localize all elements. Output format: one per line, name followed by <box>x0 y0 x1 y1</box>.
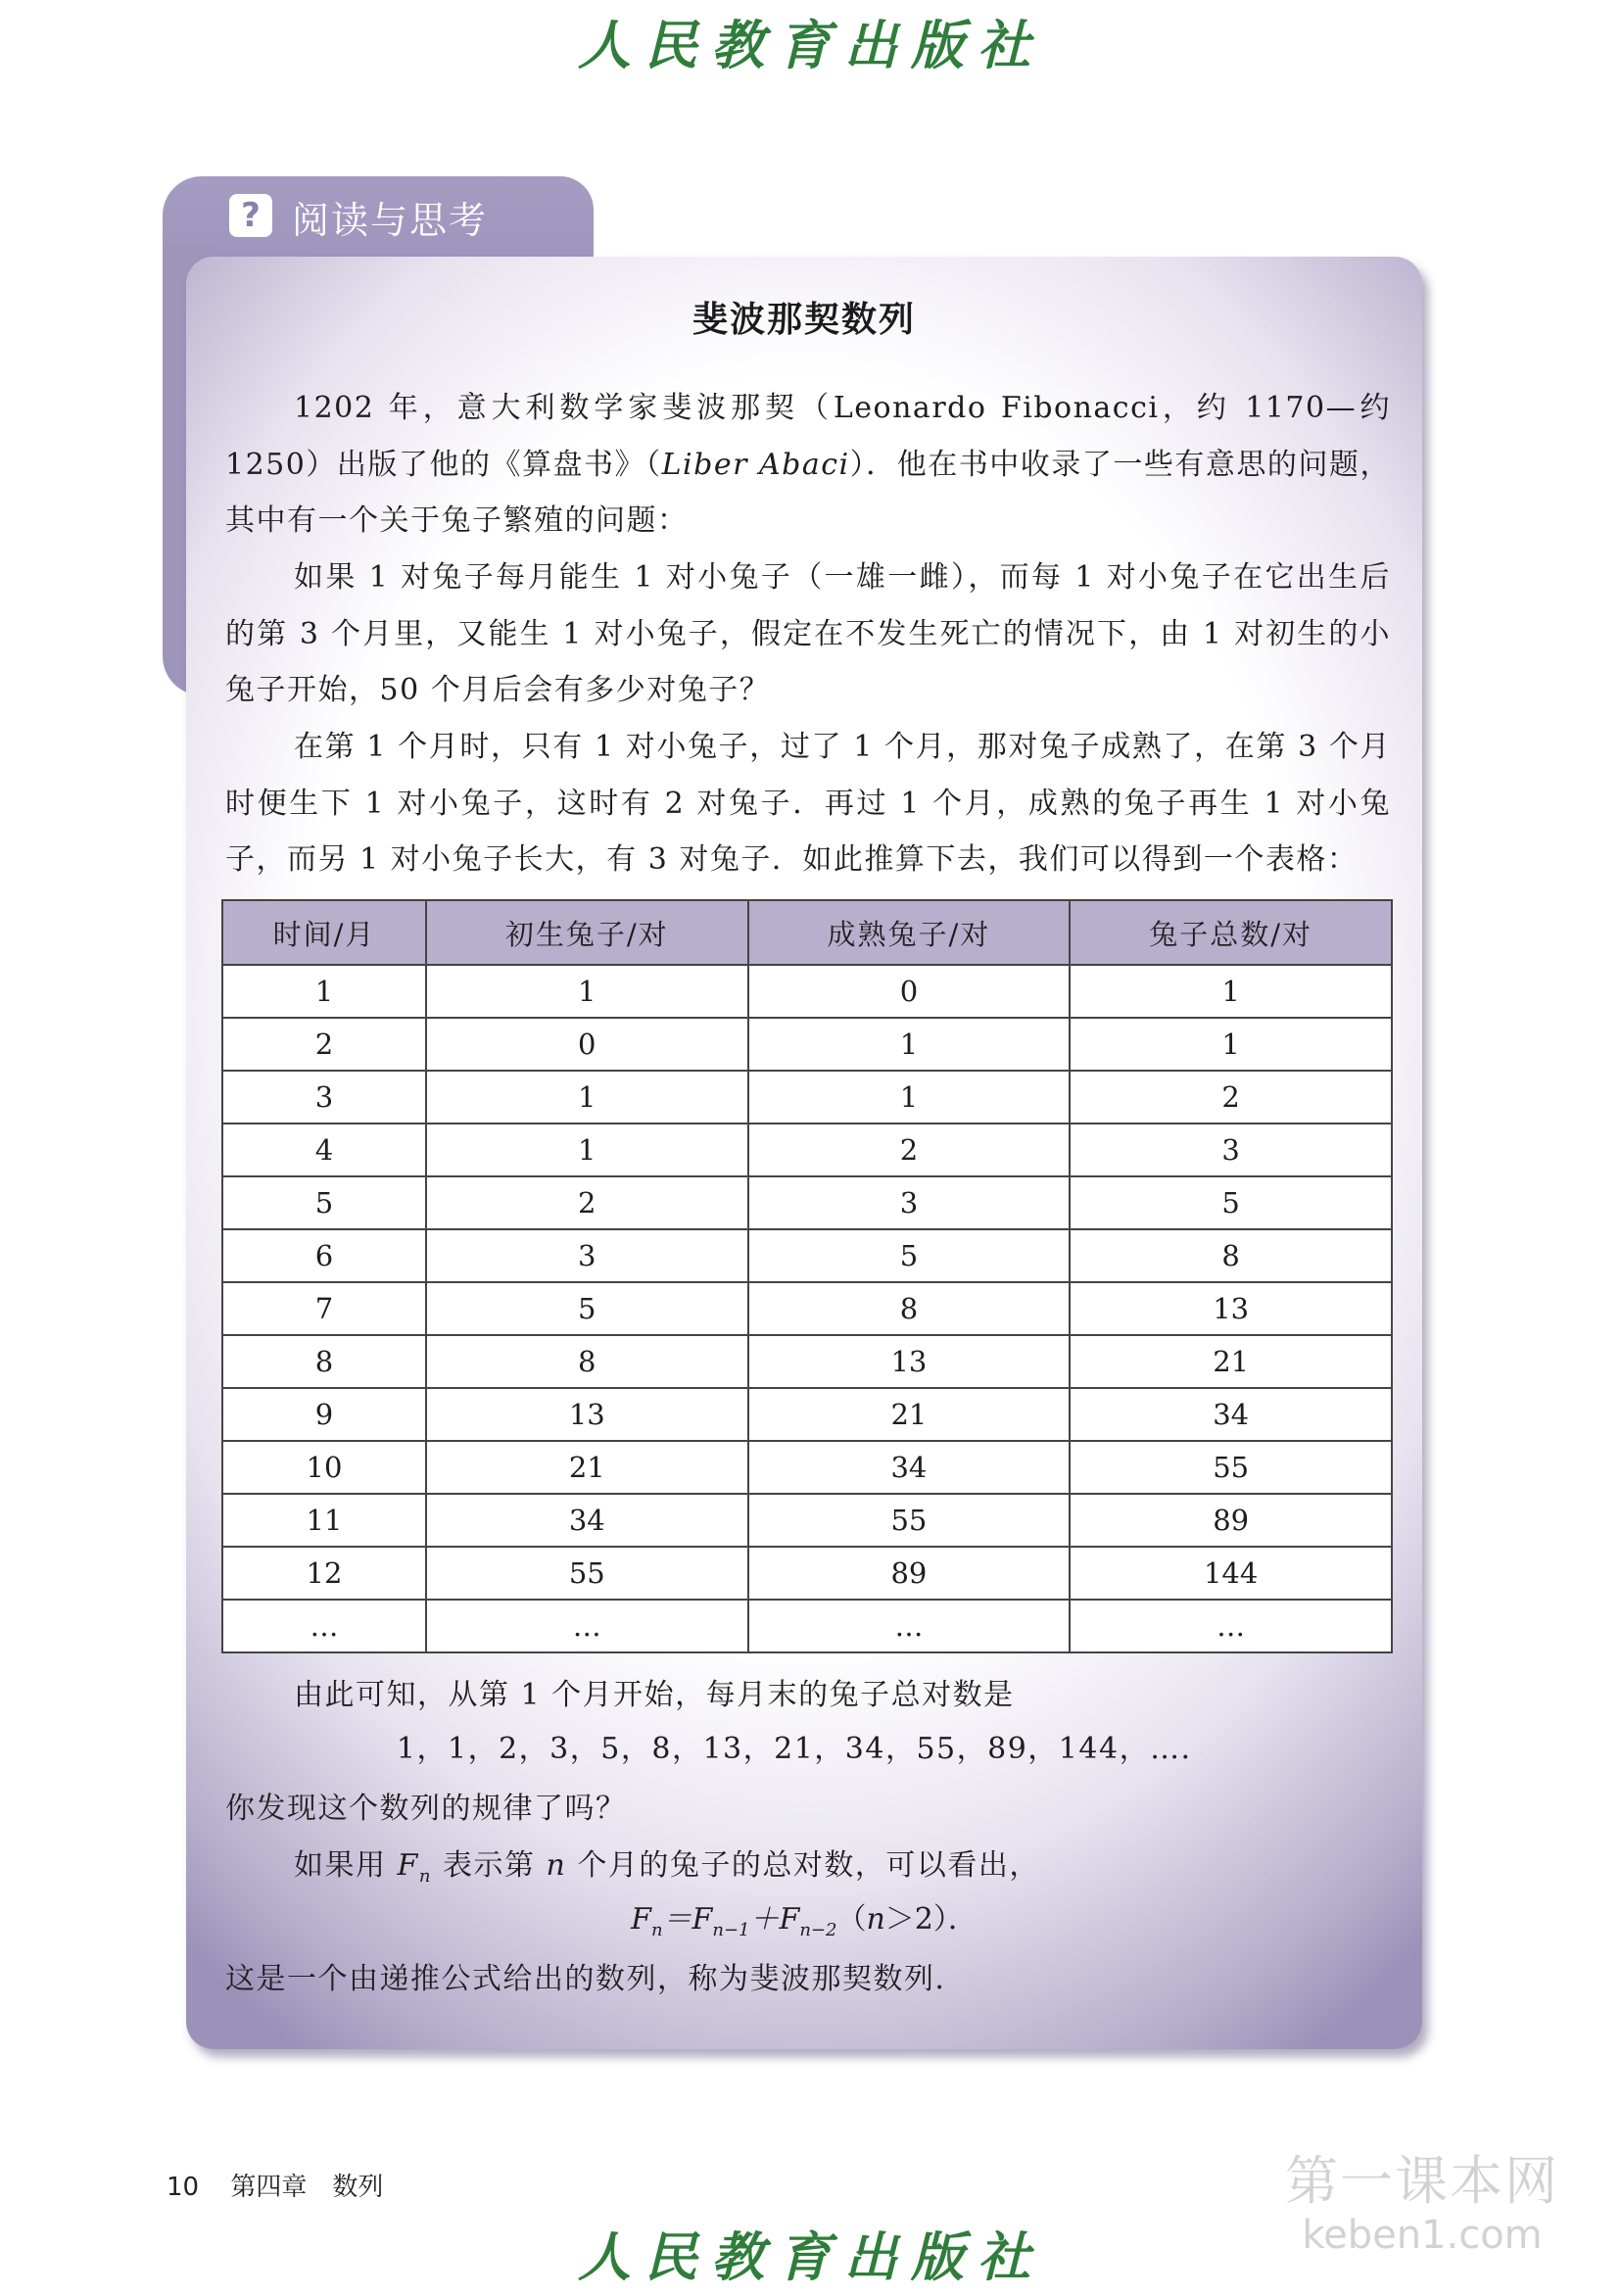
table-cell: 89 <box>748 1547 1071 1600</box>
table-row <box>222 1282 1392 1335</box>
table-cell: … <box>222 1600 426 1652</box>
article-title: 斐波那契数列 <box>692 300 916 340</box>
table-cell: 5 <box>222 1176 426 1229</box>
table-cell: 144 <box>1070 1547 1392 1600</box>
table-cell: 55 <box>426 1547 748 1600</box>
header-total: 兔子总数/对 <box>1070 900 1392 965</box>
table-cell: 34 <box>426 1494 748 1547</box>
table-cell: 1 <box>1070 965 1392 1018</box>
page-footer <box>167 2167 383 2203</box>
paragraph-summary: 这是一个由递推公式给出的数列，称为斐波那契数列． <box>225 1962 966 1996</box>
paragraph-intro: 1202 年，意大利数学家斐波那契（Leonardo Fibonacci，约 1170—约 1250）出版了他的《算盘书》（Liber Abaci）．他在书中收录了一些有意思的问题，其中有一个关于兔子繁殖的问题： <box>225 391 1391 538</box>
header-newborn: 初生兔子/对 <box>426 900 748 965</box>
table-cell: 55 <box>748 1494 1071 1547</box>
paragraph-question: 你发现这个数列的规律了吗？ <box>225 1792 627 1826</box>
table-cell: 13 <box>748 1335 1071 1388</box>
table-row <box>222 1441 1392 1494</box>
page-number: 10 <box>167 2173 200 2202</box>
section-title: 阅读与思考 <box>292 199 489 242</box>
table-cell: 8 <box>222 1335 426 1388</box>
publisher-logo-top: 人民教育出版社 <box>578 14 1044 76</box>
table-row <box>222 1018 1392 1071</box>
table-row <box>222 1071 1392 1124</box>
table-cell: 1 <box>1070 1018 1392 1071</box>
table-cell: 1 <box>222 965 426 1018</box>
recurrence-formula: $F_n=F_{n-1}+F_{n-2}(n>2)$． <box>631 1902 978 1940</box>
table-cell: 1 <box>748 1071 1071 1124</box>
table-cell: 8 <box>748 1282 1071 1335</box>
table-cell: 11 <box>222 1494 426 1547</box>
table-cell: 12 <box>222 1547 426 1600</box>
table-cell: 3 <box>426 1229 748 1282</box>
table-row <box>222 1547 1392 1600</box>
paragraph-conclusion: 由此可知，从第 1 个月开始，每月末的兔子总对数是 <box>294 1678 1015 1712</box>
table-cell: 8 <box>1070 1229 1392 1282</box>
table-cell: … <box>426 1600 748 1652</box>
table-cell: 55 <box>1070 1441 1392 1494</box>
table-row <box>222 1494 1392 1547</box>
table-cell: 2 <box>1070 1071 1392 1124</box>
table-row <box>222 1124 1392 1176</box>
table-cell: 6 <box>222 1229 426 1282</box>
table-cell: 13 <box>426 1388 748 1441</box>
header-month: 时间/月 <box>222 900 426 965</box>
table-cell: 89 <box>1070 1494 1392 1547</box>
table-cell: 5 <box>1070 1176 1392 1229</box>
table-cell: 21 <box>426 1441 748 1494</box>
table-cell: 2 <box>222 1018 426 1071</box>
rabbit-table <box>221 899 1393 1653</box>
table-row <box>222 1335 1392 1388</box>
table-cell: 1 <box>748 1018 1071 1071</box>
table-cell: 5 <box>748 1229 1071 1282</box>
table-row <box>222 1388 1392 1441</box>
table-cell: … <box>748 1600 1071 1652</box>
table-cell: 1 <box>426 1124 748 1176</box>
fibonacci-sequence: 1，1，2，3，5，8，13，21，34，55，89，144，…． <box>396 1732 1213 1766</box>
table-cell: 7 <box>222 1282 426 1335</box>
table-cell: 8 <box>426 1335 748 1388</box>
table-cell: 2 <box>426 1176 748 1229</box>
table-cell: 10 <box>222 1441 426 1494</box>
table-cell: 3 <box>222 1071 426 1124</box>
table-cell: 0 <box>748 965 1071 1018</box>
table-cell: 21 <box>1070 1335 1392 1388</box>
table-header-row <box>222 900 1392 965</box>
table-cell: 9 <box>222 1388 426 1441</box>
table-cell: 21 <box>748 1388 1071 1441</box>
table-row <box>222 1600 1392 1652</box>
table-cell: 1 <box>426 1071 748 1124</box>
watermark-en: keben1.com <box>1302 2213 1543 2258</box>
table-row <box>222 1229 1392 1282</box>
chapter-label: 第四章 数列 <box>230 2173 384 2202</box>
paragraph-reasoning: 在第 1 个月时，只有 1 对小兔子，过了 1 个月，那对兔子成熟了，在第 3 个月时便生下 1 对小兔子，这时有 2 对兔子．再过 1 个月，成熟的兔子再生 1 对小兔子，而另 1 对小兔子长大，有 3 对兔子．如此推算下去，我们可以得到一个表格： <box>225 730 1391 877</box>
table-row <box>222 1176 1392 1229</box>
table-cell: 5 <box>426 1282 748 1335</box>
question-book-icon: ? <box>229 194 272 237</box>
table-cell: 0 <box>426 1018 748 1071</box>
table-cell: 34 <box>748 1441 1071 1494</box>
watermark-cn: 第一课本网 <box>1285 2150 1559 2212</box>
table-cell: 4 <box>222 1124 426 1176</box>
table-cell: 2 <box>748 1124 1071 1176</box>
table-cell: 3 <box>748 1176 1071 1229</box>
header-mature: 成熟兔子/对 <box>748 900 1071 965</box>
table-row <box>222 965 1392 1018</box>
table-cell: 34 <box>1070 1388 1392 1441</box>
paragraph-definition: 如果用 $F_n$ 表示第 n 个月的兔子的总对数，可以看出， <box>294 1848 1040 1887</box>
table-cell: … <box>1070 1600 1392 1652</box>
publisher-logo-bottom: 人民教育出版社 <box>578 2225 1044 2288</box>
table-cell: 3 <box>1070 1124 1392 1176</box>
table-cell: 13 <box>1070 1282 1392 1335</box>
paragraph-problem: 如果 1 对兔子每月能生 1 对小兔子（一雄一雌），而每 1 对小兔子在它出生后的第 3 个月里，又能生 1 对小兔子，假定在不发生死亡的情况下，由 1 对初生的小兔子开始，50 个月后会有多少对兔子？ <box>225 560 1391 707</box>
table-cell: 1 <box>426 965 748 1018</box>
